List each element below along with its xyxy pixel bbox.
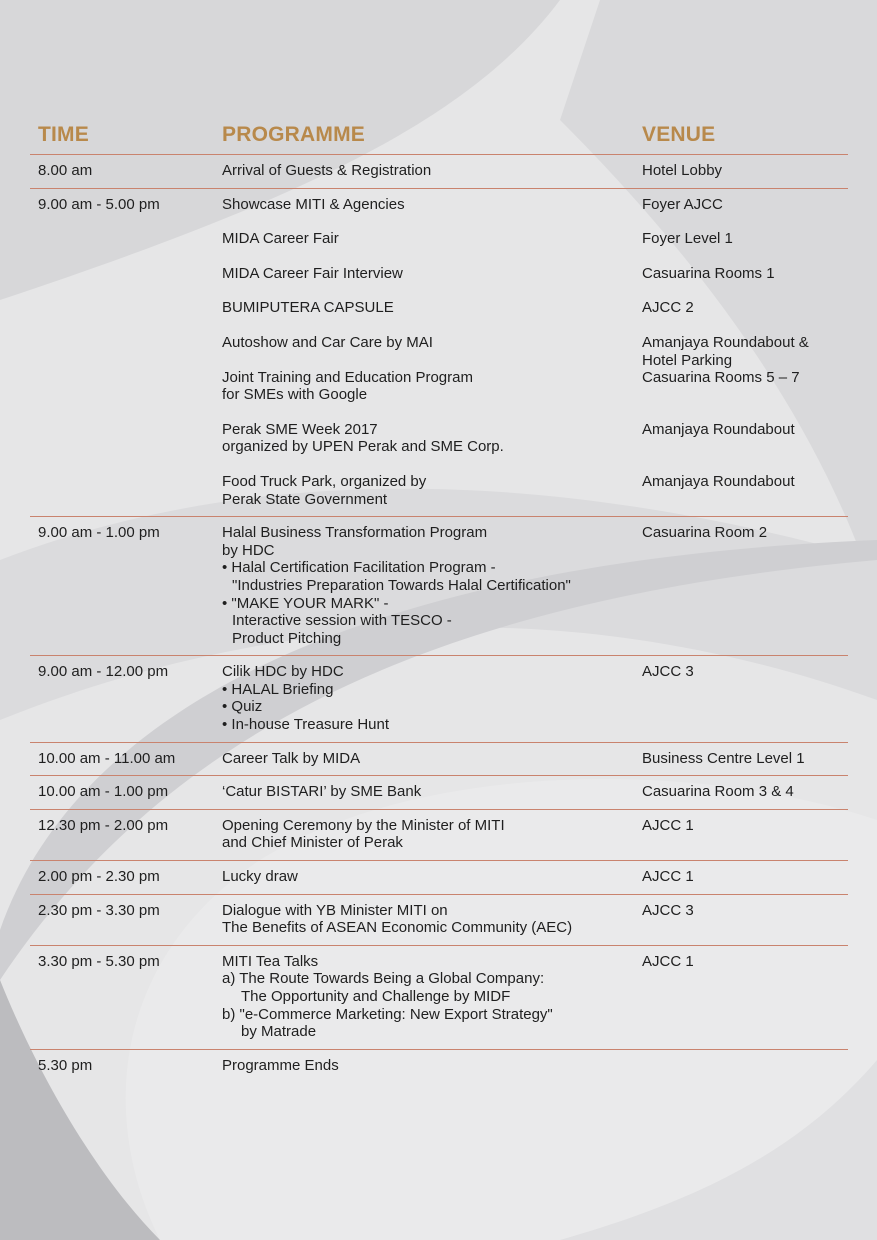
programme-cell bbox=[222, 663, 848, 733]
schedule-row bbox=[30, 953, 848, 1041]
time-cell: 12.30 pm - 2.00 pm bbox=[38, 816, 169, 834]
programme-line: Halal Business Transformation Program bbox=[222, 524, 488, 542]
programme-line: Arrival of Guests & Registration bbox=[222, 162, 432, 179]
programme-cell bbox=[222, 868, 848, 886]
programme-line: The Benefits of ASEAN Economic Community (AEC) bbox=[222, 919, 573, 937]
header-venue: VENUE bbox=[642, 123, 716, 146]
programme-cell bbox=[222, 162, 848, 180]
schedule-group bbox=[30, 1050, 848, 1083]
venue-cell bbox=[642, 265, 775, 283]
schedule-group bbox=[30, 895, 848, 946]
schedule-group bbox=[30, 743, 848, 777]
schedule-group bbox=[30, 155, 848, 189]
time-cell: 9.00 am - 12.00 pm bbox=[38, 663, 169, 681]
programme-line: MIDA Career Fair bbox=[222, 230, 339, 248]
venue-line: Amanjaya Roundabout & bbox=[642, 333, 809, 351]
schedule-header bbox=[30, 118, 848, 155]
schedule-row bbox=[30, 421, 848, 456]
programme-schedule bbox=[30, 118, 848, 1082]
venue-line: Casuarina Room 3 & 4 bbox=[642, 783, 794, 801]
venue-cell bbox=[642, 750, 805, 768]
time-cell: 9.00 am - 5.00 pm bbox=[38, 195, 160, 213]
venue-cell bbox=[642, 524, 767, 542]
venue-cell bbox=[642, 162, 722, 180]
venue-line: Foyer Level 1 bbox=[642, 230, 733, 248]
schedule-row bbox=[30, 299, 848, 317]
programme-line: Lucky draw bbox=[222, 868, 298, 886]
programme-cell bbox=[222, 524, 848, 647]
schedule-group bbox=[30, 189, 848, 518]
venue-line: Amanjaya Roundabout bbox=[642, 472, 795, 490]
venue-cell bbox=[642, 868, 694, 886]
programme-line: • HALAL Briefing bbox=[222, 680, 334, 698]
programme-cell bbox=[222, 953, 848, 1041]
programme-cell bbox=[222, 1057, 848, 1075]
schedule-row bbox=[30, 868, 848, 886]
programme-line: • "MAKE YOUR MARK" - bbox=[222, 594, 389, 612]
programme-line: Cilik HDC by HDC bbox=[222, 663, 344, 681]
programme-line: by HDC bbox=[222, 541, 275, 559]
venue-cell bbox=[642, 902, 694, 920]
programme-cell bbox=[222, 817, 848, 852]
programme-line: • Halal Certification Facilitation Program - bbox=[222, 559, 496, 577]
venue-line: Amanjaya Roundabout bbox=[642, 420, 795, 438]
programme-cell bbox=[222, 230, 848, 248]
programme-line: a) The Route Towards Being a Global Company: bbox=[222, 970, 545, 988]
time-cell: 10.00 am - 11.00 am bbox=[38, 749, 176, 767]
venue-line: Casuarina Room 2 bbox=[642, 524, 768, 542]
programme-line: Perak State Government bbox=[222, 490, 388, 508]
programme-line: Autoshow and Car Care by MAI bbox=[222, 333, 433, 351]
programme-line: The Opportunity and Challenge by MIDF bbox=[241, 988, 511, 1005]
programme-line: Interactive session with TESCO - bbox=[232, 612, 452, 630]
schedule-row bbox=[30, 162, 848, 180]
venue-line: AJCC 3 bbox=[642, 901, 694, 919]
venue-cell bbox=[642, 196, 723, 214]
venue-cell bbox=[642, 369, 800, 387]
schedule-row bbox=[30, 817, 848, 852]
time-cell: 10.00 am - 1.00 pm bbox=[38, 783, 169, 801]
schedule-group bbox=[30, 656, 848, 742]
programme-cell bbox=[222, 299, 848, 317]
programme-line: MIDA Career Fair Interview bbox=[222, 264, 403, 282]
venue-cell bbox=[642, 783, 794, 801]
venue-line: AJCC 1 bbox=[642, 868, 694, 886]
venue-line: Hotel Parking bbox=[642, 351, 733, 369]
schedule-group bbox=[30, 861, 848, 895]
schedule-row bbox=[30, 902, 848, 937]
schedule-row bbox=[30, 783, 848, 801]
schedule-row bbox=[30, 473, 848, 508]
time-cell: 2.30 pm - 3.30 pm bbox=[38, 901, 160, 919]
programme-line: Product Pitching bbox=[232, 629, 342, 647]
programme-line: and Chief Minister of Perak bbox=[222, 834, 403, 852]
programme-cell bbox=[222, 902, 848, 937]
venue-cell bbox=[642, 299, 694, 317]
programme-line: Showcase MITI & Agencies bbox=[222, 195, 405, 213]
schedule-row bbox=[30, 369, 848, 404]
venue-line: Hotel Lobby bbox=[642, 162, 723, 179]
time-cell: 9.00 am - 1.00 pm bbox=[38, 524, 160, 542]
programme-line: Joint Training and Education Program bbox=[222, 368, 473, 386]
schedule-body bbox=[30, 155, 848, 1082]
time-cell: 8.00 am bbox=[38, 162, 93, 179]
programme-line: • Quiz bbox=[222, 698, 263, 716]
schedule-row bbox=[30, 663, 848, 733]
venue-line: Casuarina Rooms 1 bbox=[642, 264, 775, 282]
time-cell: 2.00 pm - 2.30 pm bbox=[38, 868, 160, 886]
programme-line: by Matrade bbox=[241, 1023, 317, 1041]
programme-line: BUMIPUTERA CAPSULE bbox=[222, 299, 394, 317]
schedule-group bbox=[30, 776, 848, 810]
schedule-group bbox=[30, 810, 848, 861]
venue-cell bbox=[642, 663, 694, 681]
schedule-group bbox=[30, 517, 848, 656]
programme-cell bbox=[222, 196, 848, 214]
venue-cell bbox=[642, 230, 733, 248]
programme-line: Food Truck Park, organized by bbox=[222, 472, 427, 490]
venue-line: AJCC 1 bbox=[642, 816, 694, 834]
venue-cell bbox=[642, 817, 694, 835]
programme-line: Perak SME Week 2017 bbox=[222, 420, 378, 438]
programme-line: Career Talk by MIDA bbox=[222, 749, 361, 767]
venue-line: AJCC 1 bbox=[642, 952, 694, 970]
time-cell: 5.30 pm bbox=[38, 1056, 93, 1074]
programme-line: MITI Tea Talks bbox=[222, 952, 319, 970]
programme-line: Opening Ceremony by the Minister of MITI bbox=[222, 816, 505, 834]
programme-line: b) "e-Commerce Marketing: New Export Strategy" bbox=[222, 1005, 553, 1023]
schedule-group bbox=[30, 946, 848, 1050]
venue-line: Business Centre Level 1 bbox=[642, 749, 805, 767]
schedule-row bbox=[30, 196, 848, 214]
programme-line: for SMEs with Google bbox=[222, 386, 368, 404]
header-programme: PROGRAMME bbox=[222, 123, 365, 146]
venue-cell bbox=[642, 334, 809, 369]
programme-line: "Industries Preparation Towards Halal Certification" bbox=[232, 576, 571, 594]
programme-line: organized by UPEN Perak and SME Corp. bbox=[222, 438, 504, 456]
venue-line: AJCC 2 bbox=[642, 299, 694, 317]
venue-cell bbox=[642, 421, 795, 439]
venue-line: Foyer AJCC bbox=[642, 195, 723, 213]
venue-line: AJCC 3 bbox=[642, 663, 694, 681]
header-time: TIME bbox=[38, 123, 89, 146]
venue-cell bbox=[642, 473, 795, 491]
time-cell: 3.30 pm - 5.30 pm bbox=[38, 952, 160, 970]
schedule-row bbox=[30, 524, 848, 647]
schedule-row bbox=[30, 230, 848, 248]
schedule-row bbox=[30, 333, 848, 369]
schedule-row bbox=[30, 265, 848, 283]
schedule-row bbox=[30, 1057, 848, 1075]
venue-cell bbox=[642, 953, 694, 971]
programme-line: Programme Ends bbox=[222, 1056, 339, 1074]
programme-line: Dialogue with YB Minister MITI on bbox=[222, 901, 448, 919]
programme-line: • In-house Treasure Hunt bbox=[222, 716, 390, 734]
programme-line: ‘Catur BISTARI’ by SME Bank bbox=[222, 783, 422, 801]
venue-line: Casuarina Rooms 5 – 7 bbox=[642, 368, 800, 386]
schedule-row bbox=[30, 750, 848, 768]
